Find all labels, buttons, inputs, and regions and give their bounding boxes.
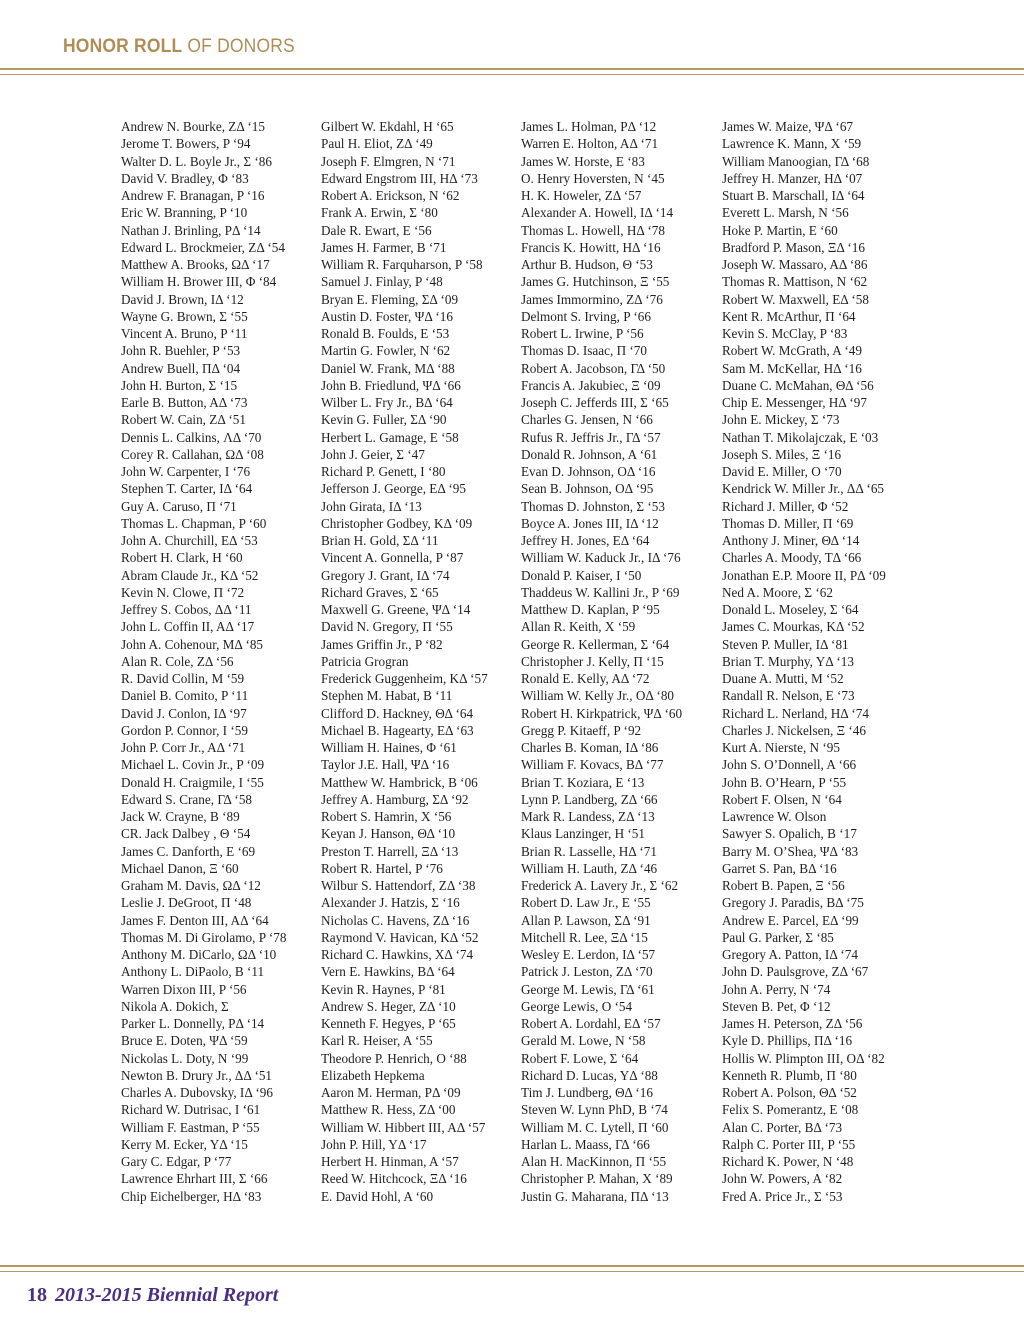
donor-name: William W. Kaduck Jr., IΔ ‘76 [521, 550, 681, 566]
donor-name: Frederick Guggenheim, KΔ ‘57 [321, 671, 488, 686]
donor-name: Gregory J. Grant, IΔ ‘74 [321, 567, 450, 583]
donor-name: John B. O’Hearn, P ‘55 [722, 774, 847, 790]
donor-name: George Lewis, O ‘54 [521, 998, 633, 1014]
donor-name: Elizabeth Hepkema [321, 1067, 425, 1083]
donor-name: Arthur B. Hudson, Θ ‘53 [521, 257, 653, 272]
donor-name: John D. Paulsgrove, ZΔ ‘67 [722, 964, 869, 980]
donor-name: Karl R. Heiser, A ‘55 [321, 1033, 433, 1049]
donor-name: Garret S. Pan, BΔ ‘16 [722, 860, 837, 876]
donor-name: Alan H. MacKinnon, Π ‘55 [521, 1154, 667, 1169]
donor-name: Chip E. Messenger, HΔ ‘97 [722, 395, 867, 410]
donor-name: John R. Buehler, P ‘53 [121, 343, 241, 359]
donor-name: Dale R. Ewart, E ‘56 [321, 222, 432, 238]
header-title-rest: OF DONORS [182, 36, 295, 57]
donor-name: Daniel W. Frank, MΔ ‘88 [321, 360, 455, 376]
donor-name: Andrew E. Parcel, EΔ ‘99 [722, 912, 859, 928]
donor-name: Kenneth R. Plumb, Π ‘80 [722, 1067, 857, 1083]
donor-name: Chip Eichelberger, HΔ ‘83 [121, 1188, 262, 1204]
donor-name: Reed W. Hitchcock, ΞΔ ‘16 [321, 1171, 467, 1187]
donor-name: David E. Miller, O ‘70 [722, 464, 842, 479]
donor-name: John W. Carpenter, I ‘76 [121, 464, 251, 479]
donor-name: Stephen M. Habat, B ‘11 [321, 688, 453, 704]
donor-name: Taylor J.E. Hall, ΨΔ ‘16 [321, 757, 450, 773]
donor-name: Bruce E. Doten, ΨΔ ‘59 [121, 1033, 248, 1049]
donor-name: Donald H. Craigmile, I ‘55 [121, 774, 264, 790]
donor-name: Frederick A. Lavery Jr., Σ ‘62 [521, 878, 679, 893]
donor-name: Allan R. Keith, X ‘59 [521, 619, 636, 635]
donor-name: Jefferson J. George, EΔ ‘95 [321, 481, 466, 497]
donor-name: Parker L. Donnelly, PΔ ‘14 [121, 1016, 265, 1031]
header-title-bold: HONOR ROLL [63, 36, 183, 57]
donor-name: Joseph S. Miles, Ξ ‘16 [722, 446, 842, 462]
donor-name: Gregory A. Patton, IΔ ‘74 [722, 947, 858, 962]
donor-name: Paul G. Parker, Σ ‘85 [722, 929, 834, 945]
donor-name: Donald L. Moseley, Σ ‘64 [722, 602, 859, 617]
donor-name: Vincent A. Gonnella, P ‘87 [321, 550, 464, 566]
donor-name: Edward Engstrom III, HΔ ‘73 [321, 170, 478, 186]
donor-name: Warren E. Holton, AΔ ‘71 [521, 136, 659, 152]
donor-name: Randall R. Nelson, E ‘73 [722, 688, 855, 704]
donor-name: Michael B. Hagearty, EΔ ‘63 [321, 722, 474, 738]
donor-name: Mitchell R. Lee, ΞΔ ‘15 [521, 929, 648, 945]
donor-name: William F. Eastman, P ‘55 [121, 1119, 260, 1135]
donor-name: Stuart B. Marschall, IΔ ‘64 [722, 188, 865, 203]
donor-name: Lawrence Ehrhart III, Σ ‘66 [121, 1171, 268, 1187]
donor-name: David J. Brown, IΔ ‘12 [121, 291, 244, 307]
donor-name: Robert F. Olsen, N ‘64 [722, 791, 842, 807]
donor-name: Francis A. Jakubiec, Ξ ‘09 [521, 377, 661, 393]
donor-name: David V. Bradley, Φ ‘83 [121, 170, 249, 186]
donor-name: Richard P. Genett, I ‘80 [321, 464, 446, 479]
donor-name: Jeffrey A. Hamburg, ΣΔ ‘92 [321, 791, 469, 807]
page-footer [27, 1284, 278, 1307]
donor-name: William R. Farquharson, P ‘58 [321, 257, 483, 272]
donor-name: John P. Hill, YΔ ‘17 [321, 1136, 427, 1152]
donor-name: Hoke P. Martin, E ‘60 [722, 222, 838, 238]
donor-name: O. Henry Hoversten, N ‘45 [521, 170, 665, 186]
donor-name: Sam M. McKellar, HΔ ‘16 [722, 360, 862, 376]
donor-name: Richard J. Miller, Φ ‘52 [722, 498, 849, 514]
donor-name: Christopher J. Kelly, Π ‘15 [521, 653, 664, 669]
donor-name: Bradford P. Mason, ΞΔ ‘16 [722, 239, 865, 255]
donor-name: James C. Danforth, E ‘69 [121, 843, 256, 859]
donor-name: Nathan J. Brinling, PΔ ‘14 [121, 222, 261, 238]
donor-name: Robert H. Kirkpatrick, ΨΔ ‘60 [521, 705, 683, 721]
donor-name: Klaus Lanzinger, H ‘51 [521, 826, 645, 842]
donor-name: Robert A. Erickson, N ‘62 [321, 188, 460, 203]
donor-column-2 [321, 118, 517, 1205]
donor-name: Delmont S. Irving, P ‘66 [521, 308, 651, 324]
donor-name: Theodore P. Henrich, O ‘88 [321, 1050, 467, 1066]
donor-name: Barry M. O’Shea, ΨΔ ‘83 [722, 843, 859, 859]
donor-name: H. K. Howeler, ZΔ ‘57 [521, 188, 642, 203]
donor-name: Duane A. Mutti, M ‘52 [722, 671, 844, 686]
donor-name: Charles G. Jensen, N ‘66 [521, 412, 653, 428]
donor-name: John E. Mickey, Σ ‘73 [722, 412, 840, 428]
donor-name: John H. Burton, Σ ‘15 [121, 377, 238, 393]
donor-name: William H. Lauth, ZΔ ‘46 [521, 860, 658, 876]
donor-name: Nathan T. Mikolajczak, E ‘03 [722, 429, 879, 445]
donor-name: Thomas R. Mattison, N ‘62 [722, 274, 868, 290]
donor-name: Lawrence K. Mann, X ‘59 [722, 136, 862, 152]
donor-name: Justin G. Maharana, ΠΔ ‘13 [521, 1188, 669, 1204]
donor-name: Mark R. Landess, ZΔ ‘13 [521, 809, 655, 824]
donor-name: Brian T. Murphy, YΔ ‘13 [722, 653, 854, 669]
donor-name: Warren Dixon III, P ‘56 [121, 981, 247, 997]
donor-name: Matthew A. Brooks, ΩΔ ‘17 [121, 257, 270, 272]
donor-name: Walter D. L. Boyle Jr., Σ ‘86 [121, 153, 272, 169]
donor-name: Brian H. Gold, ΣΔ ‘11 [321, 533, 439, 548]
donor-name: Hollis W. Plimpton III, OΔ ‘82 [722, 1050, 885, 1066]
donor-name: E. David Hohl, A ‘60 [321, 1188, 434, 1204]
donor-name: Robert F. Lowe, Σ ‘64 [521, 1050, 639, 1066]
donor-name: James W. Maize, ΨΔ ‘67 [722, 119, 854, 134]
donor-name: Robert D. Law Jr., E ‘55 [521, 895, 651, 911]
donor-name: James C. Mourkas, KΔ ‘52 [722, 619, 865, 635]
donor-name: Martin G. Fowler, N ‘62 [321, 343, 451, 359]
donor-name: Robert W. Maxwell, EΔ ‘58 [722, 291, 869, 307]
donor-name: Sean B. Johnson, OΔ ‘95 [521, 481, 654, 497]
donor-name: Steven W. Lynn PhD, B ‘74 [521, 1102, 668, 1118]
donor-name: Jack W. Crayne, B ‘89 [121, 809, 240, 824]
donor-name: Herbert L. Gamage, E ‘58 [321, 429, 459, 445]
donor-name: Christopher Godbey, KΔ ‘09 [321, 515, 473, 531]
donor-name: Jeffrey H. Jones, EΔ ‘64 [521, 533, 650, 548]
donor-name: Brian T. Koziara, E ‘13 [521, 774, 645, 790]
report-title: 2013-2015 Biennial Report [55, 1284, 279, 1306]
donor-name: Robert H. Clark, H ‘60 [121, 550, 243, 566]
donor-name: Paul H. Eliot, ZΔ ‘49 [321, 136, 433, 152]
donor-name: Nickolas L. Doty, N ‘99 [121, 1050, 249, 1066]
donor-name: Robert A. Jacobson, ΓΔ ‘50 [521, 360, 666, 376]
donor-name: Vincent A. Bruno, P ‘11 [121, 326, 248, 341]
donor-name: Steven P. Muller, IΔ ‘81 [722, 636, 849, 652]
donor-name: Robert B. Papen, Ξ ‘56 [722, 878, 845, 893]
donor-name: Donald R. Johnson, A ‘61 [521, 446, 658, 462]
donor-name: Maxwell G. Greene, ΨΔ ‘14 [321, 602, 471, 617]
donor-name: Thaddeus W. Kallini Jr., P ‘69 [521, 584, 680, 600]
donor-name: Thomas D. Miller, Π ‘69 [722, 515, 854, 531]
donor-name: Robert W. McGrath, A ‘49 [722, 343, 862, 359]
donor-name: Leslie J. DeGroot, Π ‘48 [121, 895, 252, 911]
donor-name: John A. Churchill, EΔ ‘53 [121, 533, 258, 548]
donor-name: Michael Danon, Ξ ‘60 [121, 860, 239, 876]
donor-columns [0, 118, 1024, 1208]
donor-name: Wilbur S. Hattendorf, ZΔ ‘38 [321, 878, 476, 893]
donor-name: Patrick J. Leston, ZΔ ‘70 [521, 964, 653, 980]
donor-name: Fred A. Price Jr., Σ ‘53 [722, 1188, 843, 1204]
donor-name: Wilber L. Fry Jr., BΔ ‘64 [321, 395, 453, 410]
donor-name: Brian R. Lasselle, HΔ ‘71 [521, 843, 657, 859]
donor-name: William Manoogian, ΓΔ ‘68 [722, 153, 870, 169]
donor-name: Robert R. Hartel, P ‘76 [321, 860, 443, 876]
donor-name: Wayne G. Brown, Σ ‘55 [121, 308, 248, 324]
donor-name: Bryan E. Fleming, ΣΔ ‘09 [321, 291, 459, 307]
donor-name: Alan R. Cole, ZΔ ‘56 [121, 653, 234, 669]
donor-name: CR. Jack Dalbey , Θ ‘54 [121, 826, 251, 842]
donor-name: Kurt A. Nierste, N ‘95 [722, 740, 840, 755]
donor-name: Robert A. Lordahl, EΔ ‘57 [521, 1016, 661, 1031]
donor-name: Nikola A. Dokich, Σ [121, 998, 229, 1014]
donor-name: Thomas D. Johnston, Σ ‘53 [521, 498, 665, 514]
donor-name: Lynn P. Landberg, ZΔ ‘66 [521, 791, 658, 807]
donor-name: Kevin S. McClay, P ‘83 [722, 326, 848, 341]
donor-column-4 [722, 118, 918, 1205]
donor-name: Robert S. Hamrin, X ‘56 [321, 809, 452, 824]
donor-name: Tim J. Lundberg, ΘΔ ‘16 [521, 1085, 653, 1100]
donor-name: Gary C. Edgar, P ‘77 [121, 1154, 232, 1169]
donor-name: Boyce A. Jones III, IΔ ‘12 [521, 515, 659, 531]
donor-name: John L. Coffin II, AΔ ‘17 [121, 619, 255, 635]
donor-name: Patricia Grogran [321, 653, 409, 669]
donor-name: John W. Powers, A ‘82 [722, 1171, 843, 1187]
donor-name: Vern E. Hawkins, BΔ ‘64 [321, 964, 455, 980]
donor-name: Rufus R. Jeffris Jr., ΓΔ ‘57 [521, 429, 661, 445]
donor-name: William H. Brower III, Φ ‘84 [121, 274, 277, 290]
donor-name: Frank A. Erwin, Σ ‘80 [321, 205, 438, 221]
donor-name: Charles B. Koman, IΔ ‘86 [521, 740, 659, 755]
donor-name: William W. Kelly Jr., OΔ ‘80 [521, 688, 675, 704]
donor-name: Everett L. Marsh, N ‘56 [722, 205, 849, 221]
donor-name: Alexander J. Hatzis, Σ ‘16 [321, 895, 460, 911]
donor-name: Alexander A. Howell, IΔ ‘14 [521, 205, 674, 221]
donor-name: Gerald M. Lowe, N ‘58 [521, 1033, 646, 1049]
donor-name: Dennis L. Calkins, ΛΔ ‘70 [121, 429, 262, 445]
donor-name: Nicholas C. Havens, ZΔ ‘16 [321, 912, 470, 928]
donor-name: Ronald B. Foulds, E ‘53 [321, 326, 450, 341]
donor-name: Matthew D. Kaplan, P ‘95 [521, 602, 660, 617]
donor-name: Joseph W. Massaro, AΔ ‘86 [722, 257, 868, 272]
donor-name: John B. Friedlund, ΨΔ ‘66 [321, 377, 461, 393]
page-header [63, 36, 295, 58]
donor-name: Donald P. Kaiser, I ‘50 [521, 567, 642, 583]
donor-name: Richard Graves, Σ ‘65 [321, 584, 439, 600]
donor-name: William F. Kovacs, BΔ ‘77 [521, 757, 664, 773]
donor-name: Christopher P. Mahan, X ‘89 [521, 1171, 673, 1187]
donor-name: Anthony J. Miner, ΘΔ ‘14 [722, 533, 860, 548]
donor-name: Gilbert W. Ekdahl, H ‘65 [321, 119, 454, 134]
donor-name: James Immormino, ZΔ ‘76 [521, 291, 663, 307]
donor-name: Francis K. Howitt, HΔ ‘16 [521, 239, 661, 255]
donor-name: Ralph C. Porter III, P ‘55 [722, 1136, 856, 1152]
donor-name: Andrew N. Bourke, ZΔ ‘15 [121, 119, 265, 134]
donor-name: Thomas M. Di Girolamo, P ‘78 [121, 929, 287, 945]
donor-name: Edward L. Brockmeier, ZΔ ‘54 [121, 239, 285, 255]
donor-name: James H. Farmer, B ‘71 [321, 239, 447, 255]
donor-name: Guy A. Caruso, Π ‘71 [121, 498, 237, 514]
donor-name: Evan D. Johnson, OΔ ‘16 [521, 464, 656, 479]
donor-name: Gregory J. Paradis, BΔ ‘75 [722, 895, 864, 911]
header-rule-thin [0, 74, 1024, 75]
footer-rule-thick [0, 1265, 1024, 1267]
donor-name: Gregg P. Kitaeff, P ‘92 [521, 722, 642, 738]
donor-name: Alan C. Porter, BΔ ‘73 [722, 1119, 843, 1135]
donor-name: Ned A. Moore, Σ ‘62 [722, 584, 833, 600]
donor-name: Thomas L. Howell, HΔ ‘78 [521, 222, 665, 238]
donor-name: James H. Peterson, ZΔ ‘56 [722, 1016, 863, 1031]
page-number: 18 [27, 1284, 47, 1306]
donor-name: Kenneth F. Hegyes, P ‘65 [321, 1016, 456, 1031]
donor-name: Richard W. Dutrisac, I ‘61 [121, 1102, 261, 1118]
donor-name: James L. Holman, PΔ ‘12 [521, 119, 657, 134]
donor-name: Austin D. Foster, ΨΔ ‘16 [321, 308, 453, 324]
donor-name: Jerome T. Bowers, P ‘94 [121, 136, 251, 152]
donor-name: Michael L. Covin Jr., P ‘09 [121, 757, 265, 773]
donor-name: Corey R. Callahan, ΩΔ ‘08 [121, 446, 264, 462]
donor-name: Preston T. Harrell, ΞΔ ‘13 [321, 843, 459, 859]
donor-name: Clifford D. Hackney, ΘΔ ‘64 [321, 705, 474, 721]
donor-name: Abram Claude Jr., KΔ ‘52 [121, 567, 259, 583]
donor-name: Charles J. Nickelsen, Ξ ‘46 [722, 722, 866, 738]
donor-name: Thomas D. Isaac, Π ‘70 [521, 343, 647, 359]
donor-name: Matthew R. Hess, ZΔ ‘00 [321, 1102, 456, 1118]
donor-name: Herbert H. Hinman, A ‘57 [321, 1154, 459, 1169]
donor-name: David J. Conlon, IΔ ‘97 [121, 705, 247, 721]
donor-name: Robert L. Irwine, P ‘56 [521, 326, 644, 341]
donor-name: John A. Perry, N ‘74 [722, 981, 831, 997]
donor-column-3 [521, 118, 717, 1205]
donor-name: Robert W. Cain, ZΔ ‘51 [121, 412, 246, 428]
donor-name: Richard K. Power, N ‘48 [722, 1154, 854, 1169]
donor-name: Eric W. Branning, P ‘10 [121, 205, 248, 221]
donor-name: John Girata, IΔ ‘13 [321, 498, 422, 514]
donor-name: Andrew S. Heger, ZΔ ‘10 [321, 998, 456, 1014]
donor-name: David N. Gregory, Π ‘55 [321, 619, 453, 635]
donor-name: Charles A. Dubovsky, IΔ ‘96 [121, 1085, 273, 1100]
donor-name: Jeffrey H. Manzer, HΔ ‘07 [722, 170, 863, 186]
donor-name: Robert A. Polson, ΘΔ ‘52 [722, 1085, 857, 1100]
donor-name: Daniel B. Comito, P ‘11 [121, 688, 249, 704]
donor-name: Felix S. Pomerantz, E ‘08 [722, 1102, 859, 1118]
donor-name: Ronald E. Kelly, AΔ ‘72 [521, 671, 650, 686]
donor-name: Allan P. Lawson, ΣΔ ‘91 [521, 912, 651, 928]
donor-name: Samuel J. Finlay, P ‘48 [321, 274, 443, 290]
donor-name: Gordon P. Connor, I ‘59 [121, 722, 248, 738]
donor-name: Richard L. Nerland, HΔ ‘74 [722, 705, 869, 721]
donor-name: Graham M. Davis, ΩΔ ‘12 [121, 878, 261, 893]
donor-name: Richard C. Hawkins, XΔ ‘74 [321, 947, 474, 962]
donor-name: Kevin R. Haynes, P ‘81 [321, 981, 446, 997]
donor-name: Harlan L. Maass, ΓΔ ‘66 [521, 1136, 650, 1152]
donor-name: Anthony L. DiPaolo, B ‘11 [121, 964, 265, 980]
donor-name: Jeffrey S. Cobos, ΔΔ ‘11 [121, 602, 252, 617]
donor-name: Earle B. Button, AΔ ‘73 [121, 395, 248, 410]
donor-name: Raymond V. Havican, KΔ ‘52 [321, 929, 479, 945]
donor-name: Joseph F. Elmgren, N ‘71 [321, 153, 456, 169]
donor-name: Newton B. Drury Jr., ΔΔ ‘51 [121, 1067, 273, 1083]
donor-name: Charles A. Moody, TΔ ‘66 [722, 550, 862, 566]
donor-name: John J. Geier, Σ ‘47 [321, 446, 425, 462]
donor-name: Kevin N. Clowe, Π ‘72 [121, 584, 245, 600]
donor-name: Kent R. McArthur, Π ‘64 [722, 308, 856, 324]
donor-name: Sawyer S. Opalich, B ‘17 [722, 826, 857, 842]
donor-name: Andrew F. Branagan, P ‘16 [121, 188, 265, 203]
donor-name: William W. Hibbert III, AΔ ‘57 [321, 1119, 486, 1135]
donor-name: Edward S. Crane, ΓΔ ‘58 [121, 791, 253, 807]
donor-name: Kerry M. Ecker, YΔ ‘15 [121, 1136, 248, 1152]
donor-name: George M. Lewis, ΓΔ ‘61 [521, 981, 655, 997]
donor-name: William M. C. Lytell, Π ‘60 [521, 1119, 669, 1135]
donor-column-1 [121, 118, 317, 1205]
footer-rule-thin [0, 1271, 1024, 1272]
donor-name: James Griffin Jr., P ‘82 [321, 636, 443, 652]
donor-name: Aaron M. Herman, PΔ ‘09 [321, 1085, 461, 1100]
donor-name: James G. Hutchinson, Ξ ‘55 [521, 274, 670, 290]
donor-name: Jonathan E.P. Moore II, PΔ ‘09 [722, 567, 886, 583]
donor-name: James W. Horste, E ‘83 [521, 153, 645, 169]
donor-name: Kyle D. Phillips, ΠΔ ‘16 [722, 1033, 853, 1049]
donor-name: Stephen T. Carter, IΔ ‘64 [121, 481, 253, 497]
donor-name: Matthew W. Hambrick, B ‘06 [321, 774, 478, 790]
donor-name: Kevin G. Fuller, ΣΔ ‘90 [321, 412, 447, 428]
donor-name: William H. Haines, Φ ‘61 [321, 740, 457, 755]
donor-name: Anthony M. DiCarlo, ΩΔ ‘10 [121, 947, 277, 962]
donor-name: Richard D. Lucas, YΔ ‘88 [521, 1067, 658, 1083]
donor-name: Wesley E. Lerdon, IΔ ‘57 [521, 947, 656, 962]
donor-name: Lawrence W. Olson [722, 809, 827, 824]
donor-name: Steven B. Pet, Φ ‘12 [722, 998, 831, 1014]
donor-name: Thomas L. Chapman, P ‘60 [121, 515, 267, 531]
donor-name: George R. Kellerman, Σ ‘64 [521, 636, 670, 652]
donor-name: John P. Corr Jr., AΔ ‘71 [121, 740, 246, 755]
donor-name: John A. Cohenour, MΔ ‘85 [121, 636, 264, 652]
header-rule-thick [0, 68, 1024, 70]
donor-name: Andrew Buell, ΠΔ ‘04 [121, 360, 241, 376]
donor-name: Kendrick W. Miller Jr., ΔΔ ‘65 [722, 481, 885, 497]
donor-name: Joseph C. Jefferds III, Σ ‘65 [521, 395, 669, 410]
donor-name: James F. Denton III, AΔ ‘64 [121, 912, 269, 928]
donor-name: Duane C. McMahan, ΘΔ ‘56 [722, 377, 874, 393]
donor-name: John S. O’Donnell, A ‘66 [722, 757, 857, 773]
donor-name: R. David Collin, M ‘59 [121, 671, 245, 686]
donor-name: Keyan J. Hanson, ΘΔ ‘10 [321, 826, 456, 842]
